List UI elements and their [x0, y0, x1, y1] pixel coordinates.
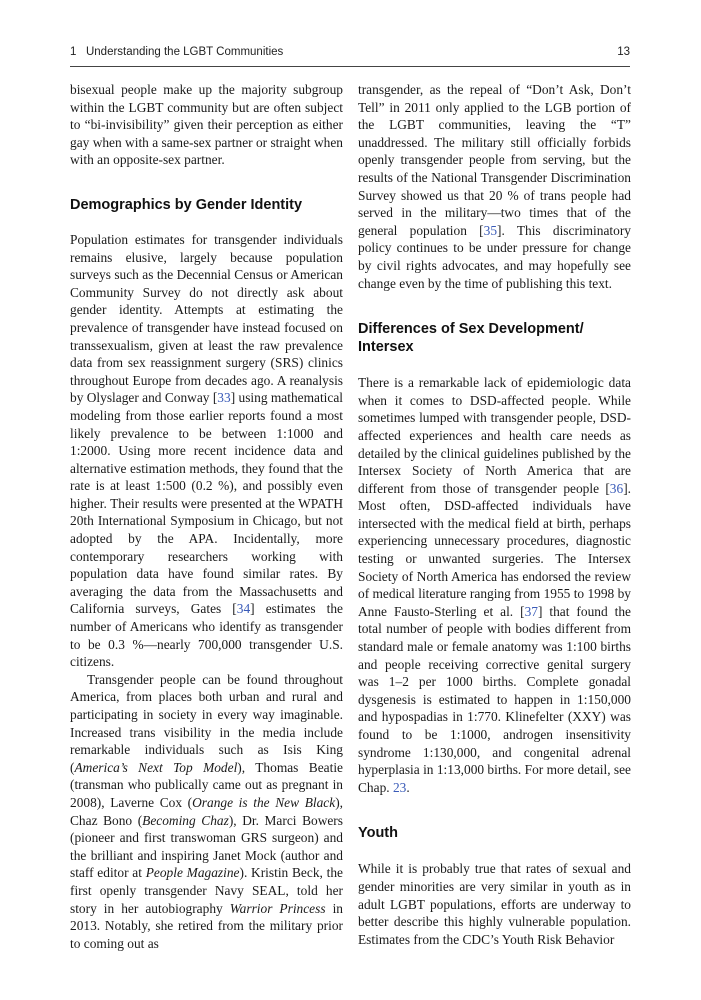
italic-title: People Magazine [145, 865, 240, 881]
text-run: . [406, 779, 410, 795]
page-number: 13 [617, 46, 630, 58]
citation-link-33[interactable]: 33 [217, 390, 231, 406]
text-run: ), Dr. Marci Bowers (pioneer and first transwoman GRS surgeon) and the brilliant and inspiring Janet Mock (author and staff editor at [70, 812, 343, 881]
text-run: in 2013. Notably, she retired from the military prior to coming out as [70, 900, 343, 951]
text-run: ] that found the total number of people with bodies different from standard male or female anatomy was 1:100 births and people receiving corrective genital surgery was 1–2 per 1000 births. Complete gonadal dysgenesis is estimated to happen in 1:150,000 and hypospadias in 1:770. Klinefelter (XXY) was found to be 1:1000, androgen insensitivity syndrome 1:130,000, and congenital adrenal hyperplasia in 1:13,000 births. For more detail, see Chap. [358, 603, 631, 795]
text-run: Population estimates for transgender individuals remains elusive, largely because population surveys such as the Decennial Census or American Community Survey do not directly ask about gender identity. Attempts at estimating the prevalence of transgender have instead focused on transsexualism, given at least the raw prevalence data from sex reassignment surgery (SRS) clinics throughout Europe from decades ago. A reanalysis by Olyslager and Conway [ [70, 231, 343, 406]
right-column [358, 81, 631, 948]
chapter-title: 1 Understanding the LGBT Communities [70, 46, 284, 58]
section-heading-youth: Youth [358, 825, 398, 842]
italic-title: America’s Next Top Model [74, 759, 238, 775]
header-rule [70, 66, 630, 67]
citation-link-34[interactable]: 34 [236, 601, 251, 617]
citation-link-36[interactable]: 36 [609, 480, 624, 496]
text-run: ), Thomas Beatie (transman who publically came out as pregnant in 2008), Laverne Cox ( [70, 759, 343, 810]
text-run: transgender, as the repeal of “Don’t Ask, Don’t Tell” in 2011 only applied to the LGB portion of the LGBT communities, leaving the “T” unaddressed. The military still officially forbids openly transgender people from serving, but the results of the National Transgender Discrimination Survey showed us that 20 % of trans people had served in the military—two times that of the general population [ [358, 82, 631, 238]
paragraph [70, 231, 343, 671]
text-run: Transgender people can be found throughout America, from places both urban and rural and participating in society in every way imaginable. Increased trans visibility in the media include remarkable individuals such as Isis King ( [70, 671, 343, 775]
paragraph [358, 81, 631, 292]
text-run: ] estimates the number of Americans who identify as transgender to be 0.3 %—nearly 700,000 transgender U.S. citizens. [70, 601, 344, 670]
citation-link-37[interactable]: 37 [524, 603, 538, 619]
left-column [70, 81, 343, 952]
text-run: ]. This discriminatory policy continues to be under pressure for change by civil rights advocates, and may hopefully see change even by the time of publishing this text. [358, 222, 631, 291]
italic-title: Orange is the New Black [192, 794, 336, 810]
text-run: ), Chaz Bono ( [70, 794, 343, 828]
citation-link-35[interactable]: 35 [483, 222, 498, 238]
paragraph [358, 860, 631, 948]
chapter-link-23[interactable]: 23 [392, 779, 407, 795]
text-run: There is a remarkable lack of epidemiologic data when it comes to DSD-affected people. While sometimes lumped with transgender people, DSD-affected experiences and health care needs as detailed by the clinical guidelines published by the Intersex Society of North America that are different from those of transgender people [ [358, 375, 631, 496]
paragraph [70, 81, 343, 169]
text-run: ]. Most often, DSD-affected individuals have intersected with the medical field at birth, perhaps experiencing unnecessary procedures, diagnostic testing or unwanted surgeries. The Intersex Society of North America has endorsed the review of medical literature ranging from 1955 to 1998 by Anne Fausto-Sterling et al. [ [358, 480, 631, 619]
text-run: ] using mathematical modeling from those earlier reports found a most likely prevalence to be between 1:1000 and 1:2000. Using more recent incidence data and alternative estimation methods, they found that the rate is at least 1:500 (0.2 %), and possibly even higher. Their results were presented at the WPATH 20th International Symposium in Chicago, but not adopted by the APA. Incidentally, more contemporary researchers working with population data have found similar rates. By averaging the data from the Massachusetts and California surveys, Gates [ [70, 390, 343, 617]
paragraph [70, 671, 343, 953]
italic-title: Warrior Princess [229, 900, 326, 916]
paragraph [358, 374, 631, 796]
text-run: bisexual people make up the majority subgroup within the LGBT community but are often subject to “bi-invisibility” given their perception as either gay when with a same-sex partner or straight when with an opposite-sex partner. [70, 82, 343, 168]
italic-title: Becoming Chaz [142, 812, 229, 828]
running-head [70, 46, 630, 66]
section-heading-demographics: Demographics by Gender Identity [70, 196, 303, 213]
section-heading-intersex: Differences of Sex Development/ Intersex [358, 321, 584, 356]
text-run: While it is probably true that rates of sexual and gender minorities are very similar in youth as in adult LGBT populations, efforts are underway to better describe this highly vulnerable population. Estimates from the CDC’s Youth Risk Behavior [358, 861, 631, 947]
text-run: ). Kristin Beck, the first openly transgender Navy SEAL, told her story in her autobiography [70, 865, 343, 916]
